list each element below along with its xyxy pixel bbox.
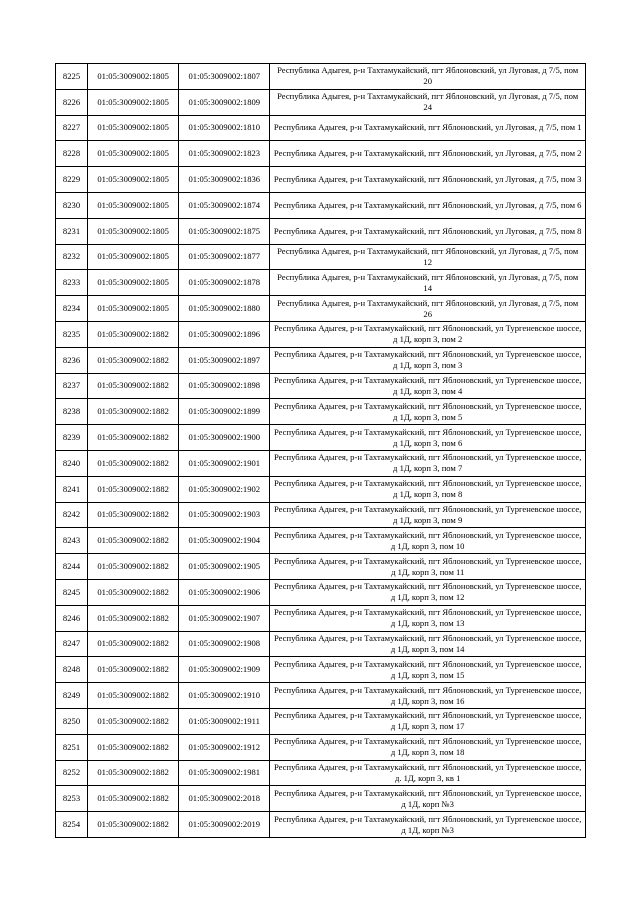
parent-cadastral-number-cell: 01:05:3009002:1882 (88, 631, 179, 657)
row-number-cell: 8238 (56, 399, 88, 425)
address-cell: Республика Адыгея, р-н Тахтамукайский, пгт Яблоновский, ул Луговая, д 7/5, пом 12 (270, 244, 586, 270)
parent-cadastral-number-cell: 01:05:3009002:1882 (88, 321, 179, 347)
row-number-cell: 8241 (56, 476, 88, 502)
table-row (56, 244, 586, 270)
address-cell: Республика Адыгея, р-н Тахтамукайский, пгт Яблоновский, ул Луговая, д 7/5, пом 26 (270, 296, 586, 322)
parent-cadastral-number-cell: 01:05:3009002:1805 (88, 89, 179, 115)
row-number-cell: 8230 (56, 192, 88, 218)
cadastral-number-cell: 01:05:3009002:1810 (179, 115, 270, 141)
address-cell: Республика Адыгея, р-н Тахтамукайский, пгт Яблоновский, ул Луговая, д 7/5, пом 1 (270, 115, 586, 141)
row-number-cell: 8251 (56, 734, 88, 760)
address-cell: Республика Адыгея, р-н Тахтамукайский, пгт Яблоновский, ул Луговая, д 7/5, пом 20 (270, 64, 586, 90)
parent-cadastral-number-cell: 01:05:3009002:1882 (88, 786, 179, 812)
table-row (56, 502, 586, 528)
cadastral-number-cell: 01:05:3009002:1903 (179, 502, 270, 528)
row-number-cell: 8233 (56, 270, 88, 296)
cadastral-number-cell: 01:05:3009002:1875 (179, 218, 270, 244)
address-cell: Республика Адыгея, р-н Тахтамукайский, пгт Яблоновский, ул Тургеневское шоссе, д 1Д, корп 3, пом 15 (270, 657, 586, 683)
parent-cadastral-number-cell: 01:05:3009002:1805 (88, 115, 179, 141)
table-row (56, 373, 586, 399)
table-row (56, 683, 586, 709)
row-number-cell: 8234 (56, 296, 88, 322)
address-cell: Республика Адыгея, р-н Тахтамукайский, пгт Яблоновский, ул Тургеневское шоссе, д 1Д, корп 3, пом 17 (270, 708, 586, 734)
address-cell: Республика Адыгея, р-н Тахтамукайский, пгт Яблоновский, ул Луговая, д 7/5, пом 3 (270, 167, 586, 193)
table-row (56, 321, 586, 347)
cadastral-number-cell: 01:05:3009002:1874 (179, 192, 270, 218)
address-cell: Республика Адыгея, р-н Тахтамукайский, пгт Яблоновский, ул Луговая, д 7/5, пом 8 (270, 218, 586, 244)
address-cell: Республика Адыгея, р-н Тахтамукайский, пгт Яблоновский, ул Тургеневское шоссе, д 1Д, корп №3 (270, 812, 586, 838)
cadastral-number-cell: 01:05:3009002:1896 (179, 321, 270, 347)
address-cell: Республика Адыгея, р-н Тахтамукайский, пгт Яблоновский, ул Тургеневское шоссе, д 1Д, корп 3, пом 11 (270, 554, 586, 580)
table-row (56, 760, 586, 786)
table-row (56, 218, 586, 244)
address-cell: Республика Адыгея, р-н Тахтамукайский, пгт Яблоновский, ул Тургеневское шоссе, д 1Д, корп 3, пом 6 (270, 425, 586, 451)
row-number-cell: 8247 (56, 631, 88, 657)
table-row (56, 115, 586, 141)
cadastral-number-cell: 01:05:3009002:1904 (179, 528, 270, 554)
address-cell: Республика Адыгея, р-н Тахтамукайский, пгт Яблоновский, ул Луговая, д 7/5, пом 24 (270, 89, 586, 115)
row-number-cell: 8249 (56, 683, 88, 709)
table-row (56, 579, 586, 605)
address-cell: Республика Адыгея, р-н Тахтамукайский, пгт Яблоновский, ул Тургеневское шоссе, д 1Д, корп №3 (270, 786, 586, 812)
row-number-cell: 8226 (56, 89, 88, 115)
address-cell: Республика Адыгея, р-н Тахтамукайский, пгт Яблоновский, ул Тургеневское шоссе, д. 1Д, корп 3, кв 1 (270, 760, 586, 786)
parent-cadastral-number-cell: 01:05:3009002:1882 (88, 399, 179, 425)
parent-cadastral-number-cell: 01:05:3009002:1882 (88, 605, 179, 631)
cadastral-number-cell: 01:05:3009002:1910 (179, 683, 270, 709)
cadastral-number-cell: 01:05:3009002:1836 (179, 167, 270, 193)
table-row (56, 64, 586, 90)
parent-cadastral-number-cell: 01:05:3009002:1882 (88, 708, 179, 734)
cadastral-number-cell: 01:05:3009002:1809 (179, 89, 270, 115)
address-cell: Республика Адыгея, р-н Тахтамукайский, пгт Яблоновский, ул Тургеневское шоссе, д 1Д, корп 3, пом 8 (270, 476, 586, 502)
cadastral-number-cell: 01:05:3009002:1877 (179, 244, 270, 270)
table-row (56, 399, 586, 425)
row-number-cell: 8232 (56, 244, 88, 270)
address-cell: Республика Адыгея, р-н Тахтамукайский, пгт Яблоновский, ул Тургеневское шоссе, д 1Д, корп 3, пом 2 (270, 321, 586, 347)
table-row (56, 554, 586, 580)
cadastral-number-cell: 01:05:3009002:1905 (179, 554, 270, 580)
table-row (56, 167, 586, 193)
table-row (56, 708, 586, 734)
address-cell: Республика Адыгея, р-н Тахтамукайский, пгт Яблоновский, ул Тургеневское шоссе, д 1Д, корп 3, пом 5 (270, 399, 586, 425)
address-cell: Республика Адыгея, р-н Тахтамукайский, пгт Яблоновский, ул Тургеневское шоссе, д 1Д, корп 3, пом 7 (270, 450, 586, 476)
address-cell: Республика Адыгея, р-н Тахтамукайский, пгт Яблоновский, ул Тургеневское шоссе, д 1Д, корп 3, пом 14 (270, 631, 586, 657)
parent-cadastral-number-cell: 01:05:3009002:1882 (88, 347, 179, 373)
table-row (56, 89, 586, 115)
row-number-cell: 8225 (56, 64, 88, 90)
row-number-cell: 8248 (56, 657, 88, 683)
parent-cadastral-number-cell: 01:05:3009002:1805 (88, 64, 179, 90)
cadastral-number-cell: 01:05:3009002:1906 (179, 579, 270, 605)
table-row (56, 425, 586, 451)
row-number-cell: 8236 (56, 347, 88, 373)
address-cell: Республика Адыгея, р-н Тахтамукайский, пгт Яблоновский, ул Тургеневское шоссе, д 1Д, корп 3, пом 13 (270, 605, 586, 631)
row-number-cell: 8240 (56, 450, 88, 476)
table-row (56, 812, 586, 838)
parent-cadastral-number-cell: 01:05:3009002:1882 (88, 734, 179, 760)
cadastral-number-cell: 01:05:3009002:1900 (179, 425, 270, 451)
table-row (56, 296, 586, 322)
table-row (56, 786, 586, 812)
parent-cadastral-number-cell: 01:05:3009002:1882 (88, 579, 179, 605)
row-number-cell: 8228 (56, 141, 88, 167)
parent-cadastral-number-cell: 01:05:3009002:1882 (88, 554, 179, 580)
row-number-cell: 8253 (56, 786, 88, 812)
address-cell: Республика Адыгея, р-н Тахтамукайский, пгт Яблоновский, ул Тургеневское шоссе, д 1Д, корп 3, пом 18 (270, 734, 586, 760)
row-number-cell: 8242 (56, 502, 88, 528)
table-row (56, 192, 586, 218)
cadastral-number-cell: 01:05:3009002:1908 (179, 631, 270, 657)
parent-cadastral-number-cell: 01:05:3009002:1805 (88, 296, 179, 322)
address-cell: Республика Адыгея, р-н Тахтамукайский, пгт Яблоновский, ул Луговая, д 7/5, пом 14 (270, 270, 586, 296)
cadastral-number-cell: 01:05:3009002:1878 (179, 270, 270, 296)
row-number-cell: 8235 (56, 321, 88, 347)
address-cell: Республика Адыгея, р-н Тахтамукайский, пгт Яблоновский, ул Тургеневское шоссе, д 1Д, корп 3, пом 9 (270, 502, 586, 528)
parent-cadastral-number-cell: 01:05:3009002:1882 (88, 502, 179, 528)
row-number-cell: 8250 (56, 708, 88, 734)
cadastral-number-cell: 01:05:3009002:1897 (179, 347, 270, 373)
row-number-cell: 8237 (56, 373, 88, 399)
parent-cadastral-number-cell: 01:05:3009002:1805 (88, 244, 179, 270)
table-row (56, 631, 586, 657)
parent-cadastral-number-cell: 01:05:3009002:1805 (88, 167, 179, 193)
table-row (56, 270, 586, 296)
table-row (56, 734, 586, 760)
cadastral-number-cell: 01:05:3009002:2018 (179, 786, 270, 812)
table-row (56, 141, 586, 167)
cadastral-number-cell: 01:05:3009002:1902 (179, 476, 270, 502)
table-row (56, 657, 586, 683)
cadastral-number-cell: 01:05:3009002:1912 (179, 734, 270, 760)
cadastral-number-cell: 01:05:3009002:1907 (179, 605, 270, 631)
cadastral-number-cell: 01:05:3009002:1898 (179, 373, 270, 399)
cadastral-number-cell: 01:05:3009002:1880 (179, 296, 270, 322)
table-row (56, 450, 586, 476)
registry-table-body (56, 64, 586, 838)
cadastral-number-cell: 01:05:3009002:2019 (179, 812, 270, 838)
table-row (56, 605, 586, 631)
parent-cadastral-number-cell: 01:05:3009002:1882 (88, 760, 179, 786)
row-number-cell: 8254 (56, 812, 88, 838)
parent-cadastral-number-cell: 01:05:3009002:1882 (88, 373, 179, 399)
cadastral-number-cell: 01:05:3009002:1823 (179, 141, 270, 167)
table-row (56, 347, 586, 373)
parent-cadastral-number-cell: 01:05:3009002:1882 (88, 425, 179, 451)
registry-table (55, 63, 586, 838)
cadastral-number-cell: 01:05:3009002:1899 (179, 399, 270, 425)
row-number-cell: 8245 (56, 579, 88, 605)
parent-cadastral-number-cell: 01:05:3009002:1882 (88, 450, 179, 476)
row-number-cell: 8239 (56, 425, 88, 451)
parent-cadastral-number-cell: 01:05:3009002:1805 (88, 192, 179, 218)
address-cell: Республика Адыгея, р-н Тахтамукайский, пгт Яблоновский, ул Тургеневское шоссе, д 1Д, корп 3, пом 3 (270, 347, 586, 373)
parent-cadastral-number-cell: 01:05:3009002:1882 (88, 476, 179, 502)
parent-cadastral-number-cell: 01:05:3009002:1805 (88, 141, 179, 167)
table-row (56, 476, 586, 502)
parent-cadastral-number-cell: 01:05:3009002:1882 (88, 812, 179, 838)
cadastral-number-cell: 01:05:3009002:1981 (179, 760, 270, 786)
cadastral-number-cell: 01:05:3009002:1909 (179, 657, 270, 683)
row-number-cell: 8244 (56, 554, 88, 580)
parent-cadastral-number-cell: 01:05:3009002:1805 (88, 218, 179, 244)
address-cell: Республика Адыгея, р-н Тахтамукайский, пгт Яблоновский, ул Тургеневское шоссе, д 1Д, корп 3, пом 10 (270, 528, 586, 554)
parent-cadastral-number-cell: 01:05:3009002:1882 (88, 683, 179, 709)
cadastral-number-cell: 01:05:3009002:1901 (179, 450, 270, 476)
row-number-cell: 8229 (56, 167, 88, 193)
cadastral-number-cell: 01:05:3009002:1807 (179, 64, 270, 90)
row-number-cell: 8252 (56, 760, 88, 786)
row-number-cell: 8246 (56, 605, 88, 631)
table-row (56, 528, 586, 554)
address-cell: Республика Адыгея, р-н Тахтамукайский, пгт Яблоновский, ул Тургеневское шоссе, д 1Д, корп 3, пом 16 (270, 683, 586, 709)
parent-cadastral-number-cell: 01:05:3009002:1882 (88, 657, 179, 683)
address-cell: Республика Адыгея, р-н Тахтамукайский, пгт Яблоновский, ул Тургеневское шоссе, д 1Д, корп 3, пом 12 (270, 579, 586, 605)
parent-cadastral-number-cell: 01:05:3009002:1805 (88, 270, 179, 296)
address-cell: Республика Адыгея, р-н Тахтамукайский, пгт Яблоновский, ул Луговая, д 7/5, пом 2 (270, 141, 586, 167)
address-cell: Республика Адыгея, р-н Тахтамукайский, пгт Яблоновский, ул Луговая, д 7/5, пом 6 (270, 192, 586, 218)
address-cell: Республика Адыгея, р-н Тахтамукайский, пгт Яблоновский, ул Тургеневское шоссе, д 1Д, корп 3, пом 4 (270, 373, 586, 399)
row-number-cell: 8227 (56, 115, 88, 141)
cadastral-number-cell: 01:05:3009002:1911 (179, 708, 270, 734)
parent-cadastral-number-cell: 01:05:3009002:1882 (88, 528, 179, 554)
row-number-cell: 8231 (56, 218, 88, 244)
row-number-cell: 8243 (56, 528, 88, 554)
